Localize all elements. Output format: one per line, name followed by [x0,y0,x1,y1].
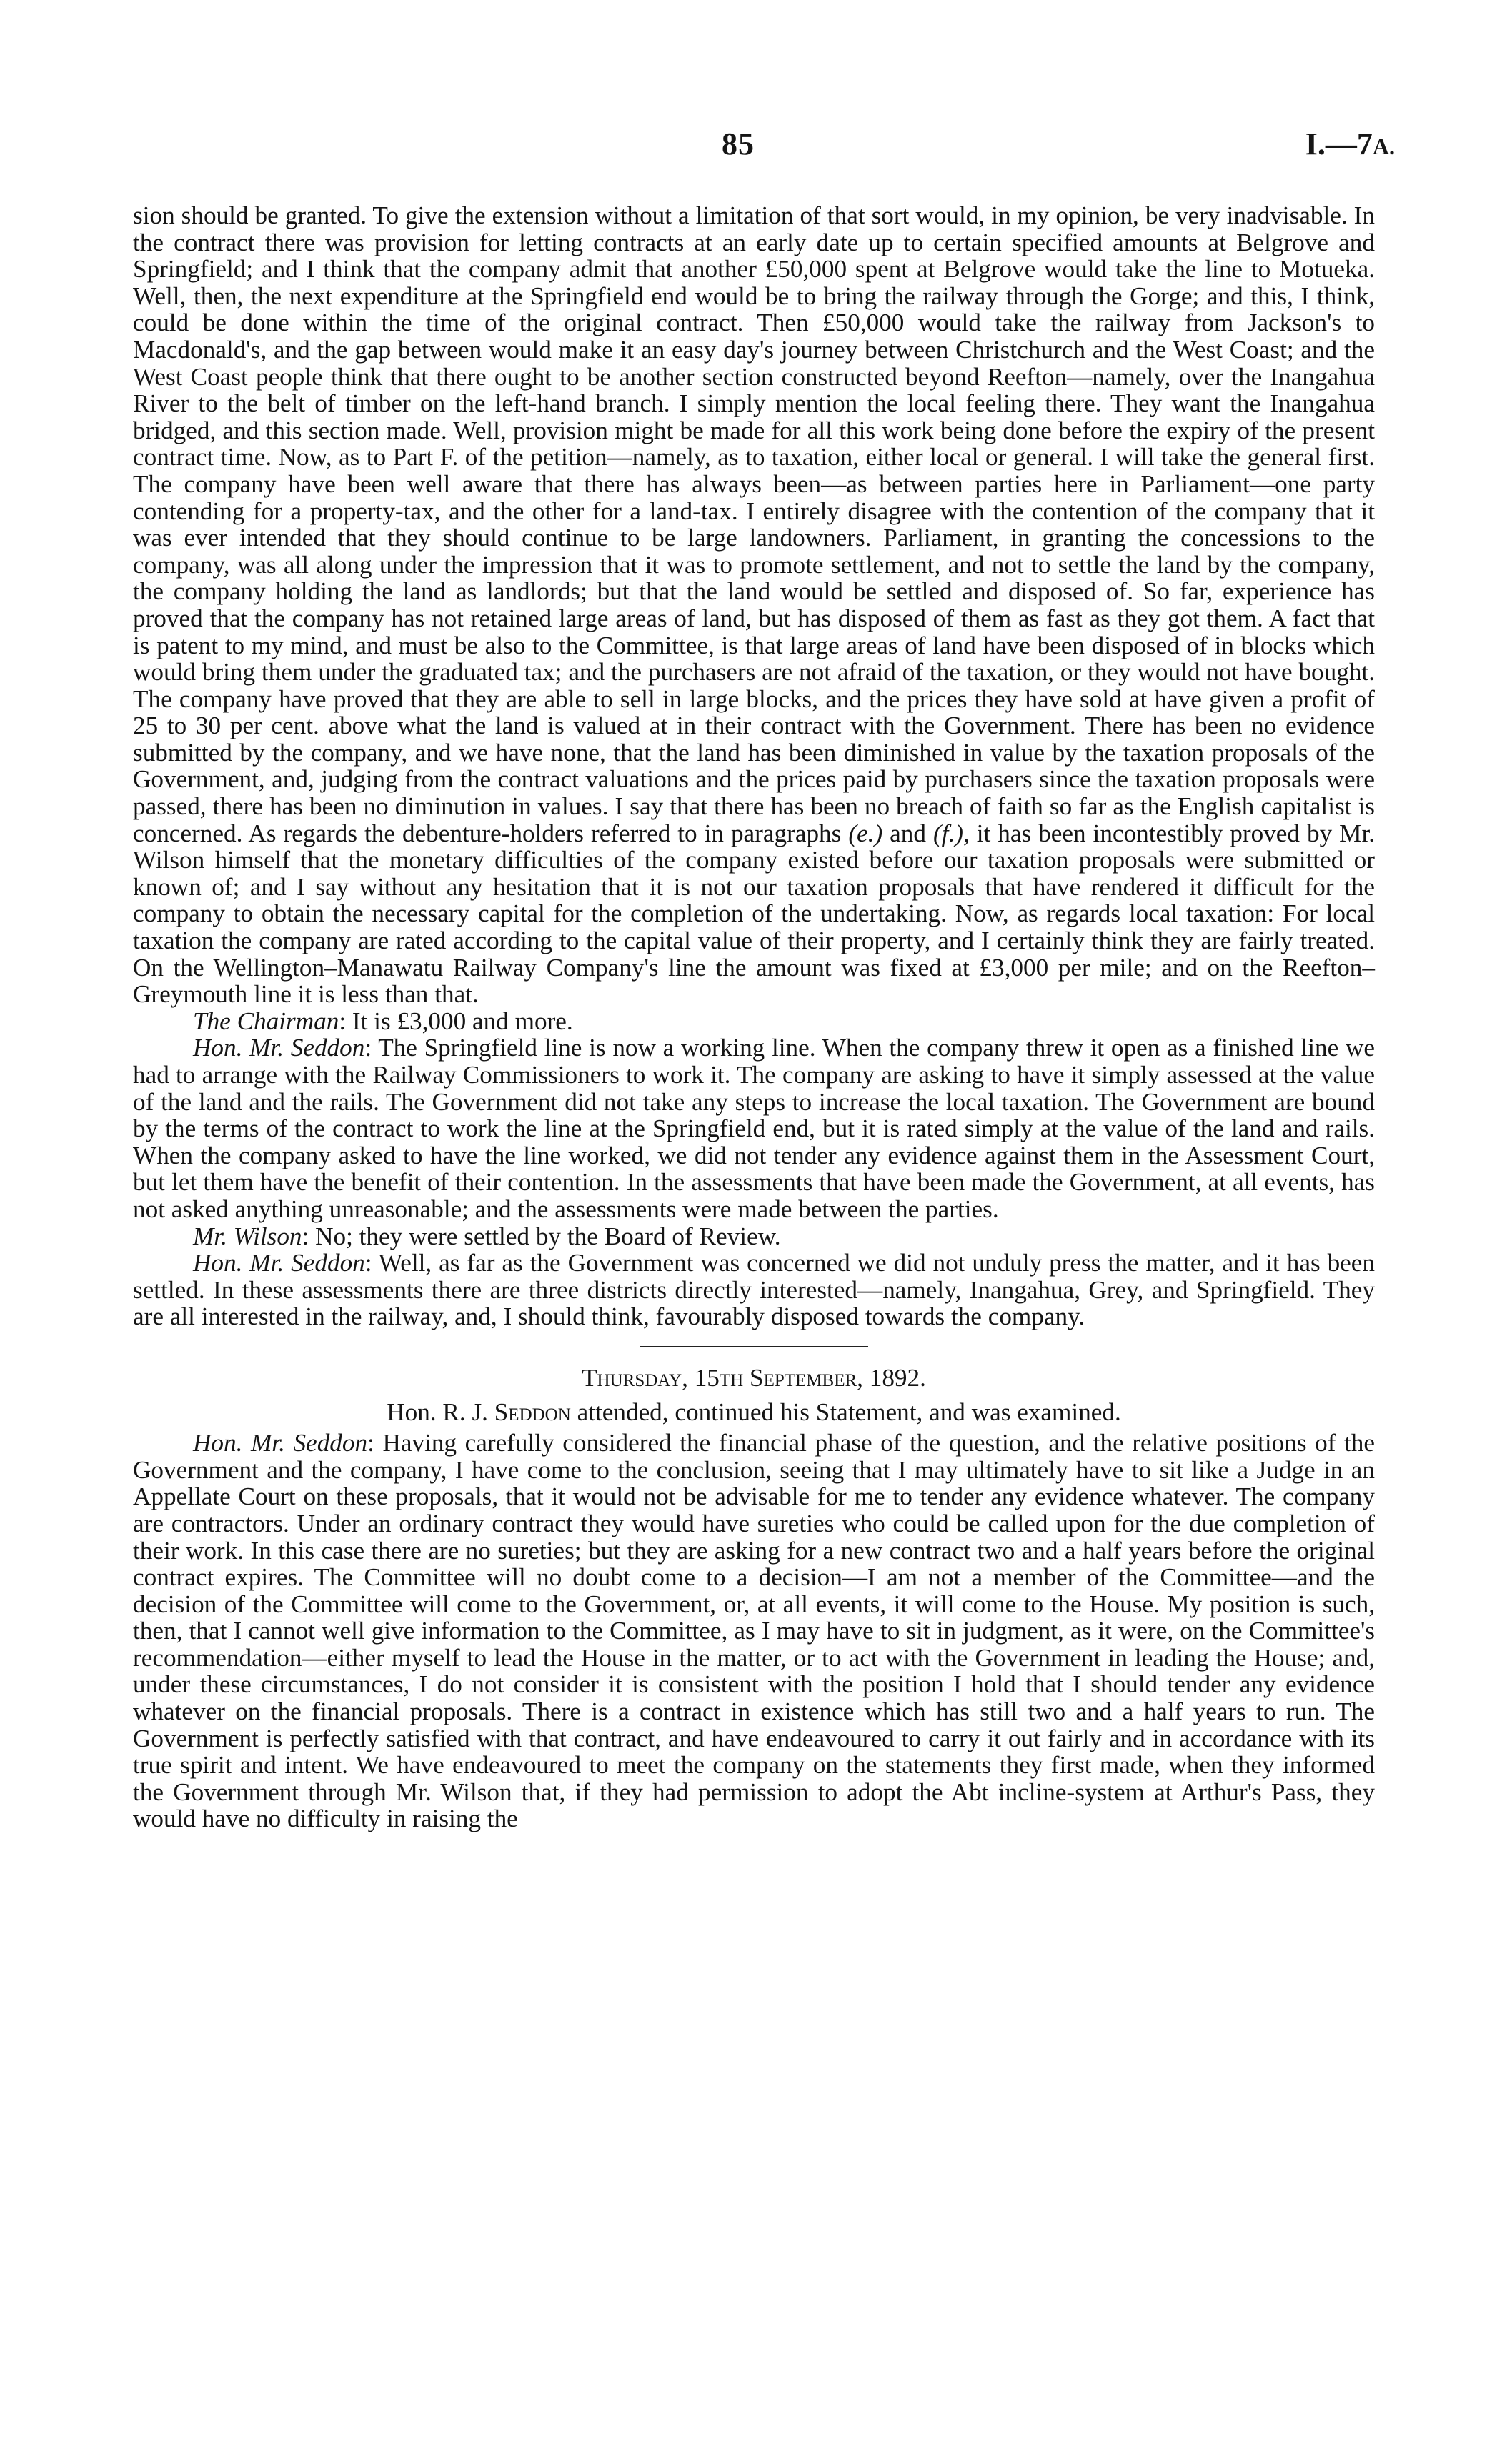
attendance-prefix: Hon. R. J. [387,1397,488,1426]
speaker-name: Hon. Mr. Seddon [193,1034,365,1062]
speaker-name: Mr. Wilson [193,1222,302,1250]
page-number: 85 [722,126,755,161]
speaker-name: The Chairman [193,1007,339,1035]
body-text [133,202,1375,1832]
statement-text: : Having carefully considered the financial phase of the question, and the relative positions of the Government and the company, I have come to the conclusion, seeing that I may ultimately have to sit like a Judge in an Appellate Court on these proposals, that it would not be advisable for me to tender any evidence whatever. The company are contractors. Under an ordinary contract they would have sureties who could be called upon for the due completion of their work. In this case there are no sureties; but they are asking for a new contract two and a half years before the original contract expires. The Committee will no doubt come to a decision—I am not a member of the Committee—and the decision of the Committee will come to the Government, or, at all events, it will come to the House. My position is such, then, that I cannot well give information to the Committee, as I may have to sit in judgment, as it were, on the Committee's recommendation—either myself to lead the House in the matter, or to act with the Government in leading the House; and, under these circumstances, I do not consider it is consistent with the position I hold that I should tender any evidence whatever on the financial proposals. There is a contract in existence which has still two and a half years to run. The Government is perfectly satisfied with that contract, and have endeavoured to carry it out fairly and in accordance with its true spirit and intent. We have endeavoured to meet the company on the statements they first made, when they informed the Government through Mr. Wilson that, if they had permission to adopt the Abt incline-system at Arthur's Pass, they would have no difficulty in raising the [133,1429,1375,1833]
statement-text: : The Springfield line is now a working line. When the company threw it open as a finished line we had to arrange with the Railway Commissioners to work it. The company are asking to have it simply assessed at the value of the land and the rails. The Government did not take any steps to increase the local taxation. The Government are bound by the terms of the contract to work the line at the Springfield end, but it is rated simply at the value of the land and rails. When the company asked to have the line worked, we did not tender any evidence against them in the Assessment Court, but let them have the benefit of their contention. In the assessments that have been made the Government, at all events, has not asked anything unreasonable; and the assessments were made between the parties. [133,1034,1375,1223]
document-reference [1305,126,1395,162]
section-divider [640,1346,868,1347]
attendance-line [133,1399,1375,1426]
chairman-statement [133,1008,1375,1035]
statement-text: : No; they were settled by the Board of Review. [302,1222,781,1250]
paragraph-text-end: , it has been incontestibly proved by Mr. Wilson himself that the monetary difficulties of the company existed before our taxation proposals were submitted or known of; and I say without any hesitation that it is not our taxation proposals that have rendered it difficult for the company to obtain the necessary capital for the completion of the undertaking. Now, as regards local taxation: For local taxation the company are rated according to the capital value of their property, and I certainly think they are fairly treated. On the Wellington–Manawatu Railway Company's line the amount was fixed at £3,000 per mile; and on the Reefton–Greymouth line it is less than that. [133,819,1376,1009]
wilson-statement [133,1223,1375,1250]
attendance-text: attended, continued his Statement, and was examined. [577,1397,1121,1426]
speaker-name: Hon. Mr. Seddon [193,1429,368,1457]
seddon-statement [133,1430,1375,1832]
document-reference-main: I.—7 [1305,126,1373,161]
paragraph-continuation [133,202,1375,1008]
paragraph-reference-f: (f.) [932,819,963,847]
speaker-name: Hon. Mr. Seddon [193,1249,365,1277]
witness-name: Seddon [494,1397,571,1426]
document-reference-suffix: A. [1372,134,1395,159]
statement-text: : Well, as far as the Government was concerned we did not unduly press the matter, and it has been settled. In these assessments there are three districts directly interested—namely, Inangahua, Grey, and Springfield. They are all interested in the railway, and, I should think, favourably disposed towards the company. [133,1249,1375,1331]
seddon-statement [133,1250,1375,1330]
paragraph-text: sion should be granted. To give the extension without a limitation of that sort would, in my opinion, be very inadvisable. In the contract there was provision for letting contracts at an early date up to certain specified amounts at Belgrove and Springfield; and I think that the company admit that another £50,000 spent at Belgrove would take the line to Motueka. Well, then, the next expenditure at the Springfield end would be to bring the railway through the Gorge; and this, I think, could be done within the time of the original contract. Then £50,000 would take the railway from Jackson's to Macdonald's, and the gap between would make it an easy day's journey between Christchurch and the West Coast; and the West Coast people think that there ought to be another section constructed beyond Reefton—namely, over the Inangahua River to the belt of timber on the left-hand branch. I simply mention the local feeling there. They want the Inangahua bridged, and this section made. Well, provision might be made for all this work being done before the expiry of the present contract time. Now, as to Part F. of the petition—namely, as to taxation, either local or general. I will take the general first. The company have been well aware that there has always been—as between parties here in Parliament—one party contending for a property-tax, and the other for a land-tax. I entirely disagree with the contention of the company that it was ever intended that they should continue to be large landowners. Parliament, in granting the concessions to the company, was all along under the impression that it was to promote settlement, and not to settle the land by the company, the company holding the land as landlords; but that the land would be settled and disposed of. So far, experience has proved that the company has not retained large areas of land, but has disposed of them as fast as they got them. A fact that is patent to my mind, and must be also to the Committee, is that large areas of land have been disposed of in blocks which would bring them under the graduated tax; and the purchasers are not afraid of the taxation, or they would not have bought. The company have proved that they are able to sell in large blocks, and the prices they have sold at have given a profit of 25 to 30 per cent. above what the land is valued at in their contract with the Government. There has been no evidence submitted by the company, and we have none, that the land has been diminished in value by the taxation proposals of the Government, and, judging from the contract valuations and the prices paid by purchasers since the taxation proposals were passed, there has been no diminution in values. I say that there has been no breach of faith so far as the English capitalist is concerned. As regards the debenture-holders referred to in paragraphs [133,201,1375,847]
statement-text: : It is £3,000 and more. [339,1007,573,1035]
paragraph-conjunction: and [890,819,926,847]
date-heading: Thursday, 15th September, 1892. [582,1363,926,1392]
seddon-statement [133,1034,1375,1222]
paragraph-reference-e: (e.) [848,819,883,847]
